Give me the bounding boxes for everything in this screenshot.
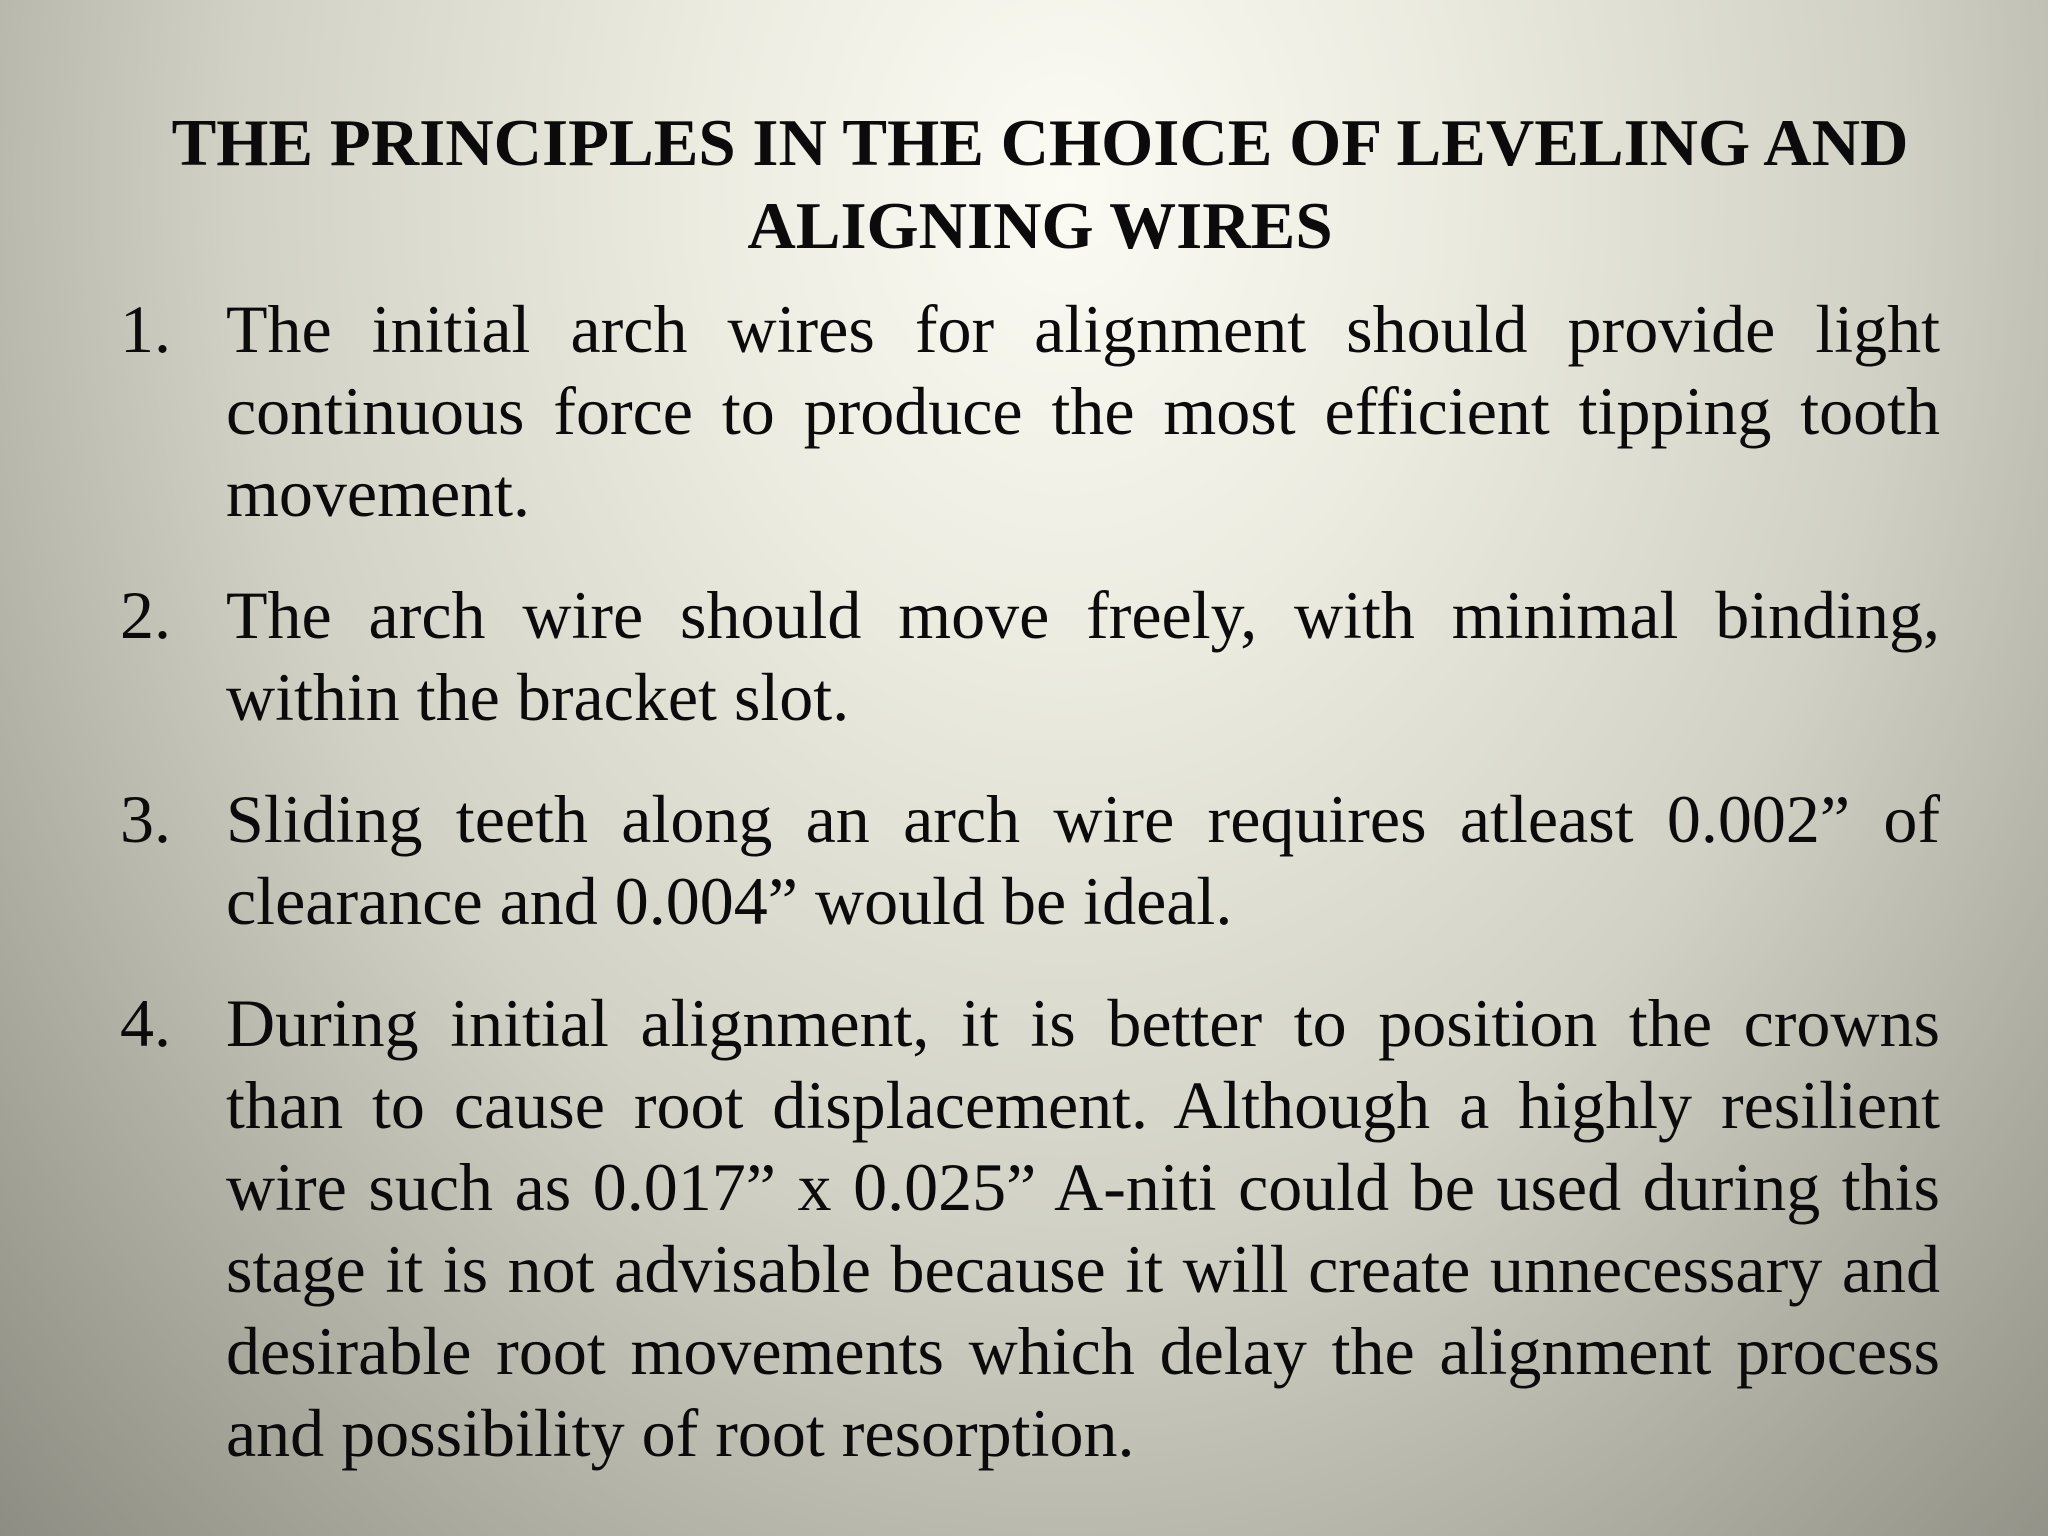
list-item <box>120 778 1940 942</box>
list-item-text: Sliding teeth along an arch wire requires atleast 0.002” of clearance and 0.004” would be ideal. <box>226 781 1940 939</box>
list-item-number: 1. <box>120 291 171 367</box>
list-item-text: During initial alignment, it is better to position the crowns than to cause root displacement. Although a highly resilient wire such as 0.017” x 0.025” A-niti could be used during this stage it is not advisable because it will create unnecessary and desirable root movements which delay the alignment process and possibility of root resorption. <box>226 985 1940 1471</box>
slide-title: THE PRINCIPLES IN THE CHOICE OF LEVELING AND ALIGNING WIRES <box>171 106 1909 263</box>
list-item-number: 4. <box>120 985 171 1061</box>
list-item <box>120 288 1940 534</box>
list-item-number: 2. <box>120 577 171 653</box>
list-item-text: The arch wire should move freely, with minimal binding, within the bracket slot. <box>226 577 1940 735</box>
list-item-number: 3. <box>120 781 171 857</box>
principles-list <box>120 288 1940 1514</box>
list-item-text: The initial arch wires for alignment should provide light continuous force to produce the most efficient tipping tooth movement. <box>226 291 1940 531</box>
list-item <box>120 574 1940 738</box>
list-item <box>120 982 1940 1474</box>
